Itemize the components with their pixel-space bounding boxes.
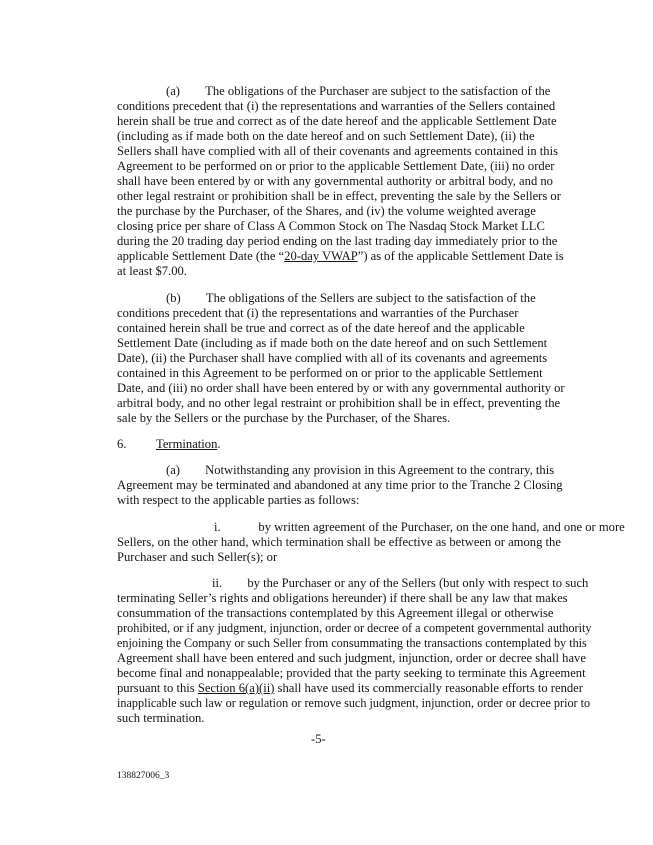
- text-line: (a) Notwithstanding any provision in this Agreement to the contrary, this: [166, 463, 555, 477]
- page-number: -5-: [311, 732, 326, 746]
- text-fragment: ”) as of the applicable Settlement Date is: [357, 249, 564, 263]
- text-line: sale by the Sellers or the purchase by the Purchaser, of the Shares.: [117, 411, 451, 425]
- text-line: such termination.: [117, 711, 205, 725]
- text-line: Agreement to be performed on or prior to the applicable Settlement Date, (iii) no order: [117, 159, 555, 173]
- text-line: prohibited, or if any judgment, injunction, order or decree of a competent governmental authority: [117, 621, 592, 635]
- text-line: enjoining the Company or such Seller from consummating the transactions contemplated by this: [117, 636, 587, 650]
- text-line: i. by written agreement of the Purchaser, on the one hand, and one or more: [214, 520, 625, 534]
- text-line: conditions precedent that (i) the representations and warranties of the Sellers contained: [117, 99, 556, 113]
- text-line: contained herein shall be true and correct as of the date hereof and the applicable: [117, 321, 525, 335]
- text-line: Agreement shall have been entered and such judgment, injunction, order or decree shall have: [117, 651, 586, 665]
- text-fragment: shall have used its commercially reasonable efforts to render: [274, 681, 583, 695]
- text-line: ii. by the Purchaser or any of the Sellers (but only with respect to such: [212, 576, 589, 590]
- text-fragment: pursuant to this: [117, 681, 198, 695]
- text-line: with respect to the applicable parties as follows:: [117, 493, 360, 507]
- text-fragment: applicable Settlement Date (the “: [117, 249, 285, 263]
- text-line: [117, 249, 564, 264]
- text-line: (b) The obligations of the Sellers are subject to the satisfaction of the: [166, 291, 536, 305]
- text-line: Sellers, on the other hand, which termination shall be effective as between or among the: [117, 535, 561, 549]
- text-line: herein shall be true and correct as of the date hereof and the applicable Settlement Date: [117, 114, 557, 128]
- text-line: terminating Seller’s rights and obligations hereunder) if there shall be any law that makes: [117, 591, 568, 605]
- text-line: conditions precedent that (i) the representations and warranties of the Purchaser: [117, 306, 519, 320]
- text-line: (including as if made both on the date hereof and on such Settlement Date), (ii) the: [117, 129, 535, 143]
- text-line: become final and nonappealable; provided that the party seeking to terminate this Agreement: [117, 666, 586, 680]
- text-line: Agreement may be terminated and abandoned at any time prior to the Tranche 2 Closing: [117, 478, 563, 492]
- text-line: during the 20 trading day period ending on the last trading day immediately prior to the: [117, 234, 558, 248]
- text-line: the purchase by the Purchaser, of the Shares, and (iv) the volume weighted average: [117, 204, 536, 218]
- text-line: closing price per share of Class A Common Stock on The Nasdaq Stock Market LLC: [117, 219, 545, 233]
- document-id: 138827006_3: [117, 771, 170, 781]
- section-title: [156, 437, 221, 452]
- text-line: Date, and (iii) no order shall have been entered by or with any governmental authority or: [117, 381, 565, 395]
- section-title-text: Termination: [156, 437, 218, 451]
- text-line: at least $7.00.: [117, 264, 187, 278]
- text-line: [117, 681, 583, 696]
- text-line: Sellers shall have complied with all of their covenants and agreements contained in this: [117, 144, 559, 158]
- text-line: inapplicable such law or regulation or remove such judgment, injunction, order or decree prior to: [117, 696, 591, 710]
- section-title-suffix: .: [217, 437, 221, 451]
- text-line: other legal restraint or prohibition shall be in effect, preventing the sale by the Sellers or: [117, 189, 561, 203]
- text-line: Settlement Date (including as if made both on the date hereof and on such Settlement: [117, 336, 548, 350]
- text-line: (a) The obligations of the Purchaser are subject to the satisfaction of the: [166, 84, 551, 98]
- section-number: 6.: [117, 437, 127, 451]
- section-reference: Section 6(a)(ii): [197, 681, 275, 695]
- text-line: contained in this Agreement to be performed on or prior to the applicable Settlement: [117, 366, 543, 380]
- text-line: arbitral body, and no other legal restraint or prohibition shall be in effect, preventing the: [117, 396, 561, 410]
- defined-term-vwap: 20-day VWAP: [284, 249, 358, 263]
- text-line: Date), (ii) the Purchaser shall have complied with all of its covenants and agreements: [117, 351, 548, 365]
- text-line: consummation of the transactions contemplated by this Agreement illegal or otherwise: [117, 606, 554, 620]
- text-line: Purchaser and such Seller(s); or: [117, 550, 278, 564]
- text-line: shall have been entered by or with any governmental authority or arbitral body, and no: [117, 174, 553, 188]
